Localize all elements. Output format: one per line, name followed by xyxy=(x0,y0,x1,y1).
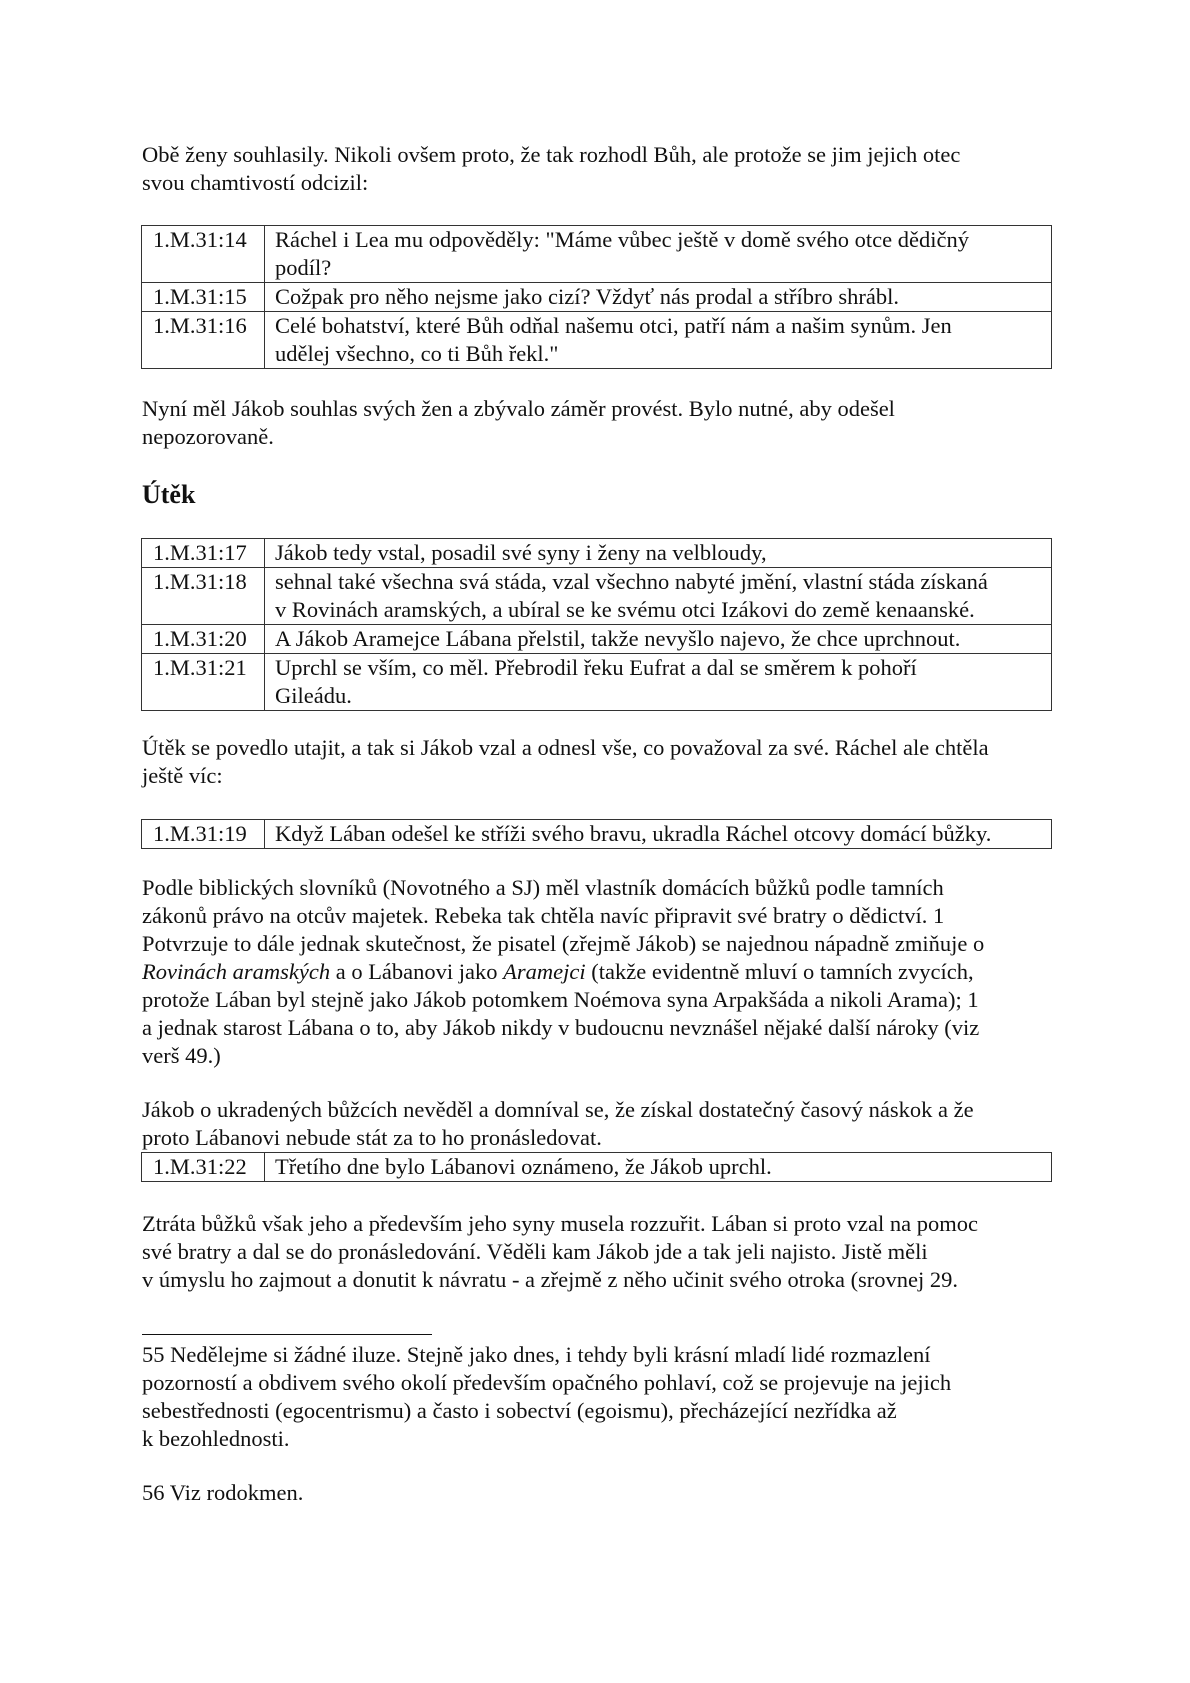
table-row xyxy=(142,283,1052,312)
verse-line: v Rovinách aramských, a ubíral se ke svému otci Izákovi do země kenaanské. xyxy=(275,597,975,622)
text-line: Útěk se povedlo utajit, a tak si Jákob vzal a odnesl vše, co považoval za své. Ráchel ale chtěla xyxy=(142,735,989,760)
verse-line: podíl? xyxy=(275,255,332,280)
text-line: k bezohlednosti. xyxy=(142,1426,290,1451)
text-line: 55 Nedělejme si žádné iluze. Stejně jako dnes, i tehdy byli krásní mladí lidé rozmazlení xyxy=(142,1342,931,1367)
verse-line: Když Lában odešel ke stříži svého bravu, ukradla Ráchel otcovy domácí bůžky. xyxy=(275,821,992,846)
verse-line: sehnal také všechna svá stáda, vzal všechno nabyté jmění, vlastní stáda získaná xyxy=(275,569,988,594)
verse-ref: 1.M.31:16 xyxy=(142,312,265,369)
section-heading: Útěk xyxy=(142,480,196,509)
table-row xyxy=(142,1153,1052,1182)
table-row xyxy=(142,820,1052,849)
text-line: protože Lában byl stejně jako Jákob potomkem Noémova syna Arpakšáda a nikoli Arama); 1 xyxy=(142,987,979,1012)
text-line: svou chamtivostí odcizil: xyxy=(142,170,369,195)
table-row xyxy=(142,654,1052,711)
paragraph-pursuit xyxy=(142,1210,1062,1294)
verse-text xyxy=(265,625,1052,654)
text-line: v úmyslu ho zajmout a donutit k návratu - a zřejmě z něho učinit svého otroka (srovnej 29. xyxy=(142,1267,959,1292)
paragraph-escape xyxy=(142,734,1062,790)
verse-ref: 1.M.31:20 xyxy=(142,625,265,654)
text-line: nepozorovaně. xyxy=(142,424,274,449)
table-row xyxy=(142,568,1052,625)
text-line: a jednak starost Lábana o to, aby Jákob nikdy v budoucnu nevznášel nějaké další nároky (viz xyxy=(142,1015,980,1040)
verse-text xyxy=(265,1153,1052,1182)
verse-text xyxy=(265,820,1052,849)
verse-text xyxy=(265,312,1052,369)
verse-line: Třetího dne bylo Lábanovi oznámeno, že Jákob uprchl. xyxy=(275,1154,772,1179)
text-fragment: (takže evidentně mluví o tamních zvycích, xyxy=(585,959,974,984)
verse-line: Celé bohatství, které Bůh odňal našemu otci, patří nám a našim synům. Jen xyxy=(275,313,952,338)
text-line: verš 49.) xyxy=(142,1043,221,1068)
paragraph-stolen-idols xyxy=(142,1096,1062,1152)
verse-ref: 1.M.31:22 xyxy=(142,1153,265,1182)
paragraph-intro xyxy=(142,141,1062,197)
text-line: sebestřednosti (egocentrismu) a často i sobectví (egoismu), přecházející nezřídka až xyxy=(142,1398,897,1423)
text-line: proto Lábanovi nebude stát za to ho pronásledovat. xyxy=(142,1125,602,1150)
verse-ref: 1.M.31:17 xyxy=(142,539,265,568)
text-line: ještě víc: xyxy=(142,763,223,788)
verse-ref: 1.M.31:19 xyxy=(142,820,265,849)
verse-ref: 1.M.31:18 xyxy=(142,568,265,625)
text-fragment: a o Lábanovi jako xyxy=(330,959,504,984)
verse-line: Cožpak pro něho nejsme jako cizí? Vždyť nás prodal a stříbro shrábl. xyxy=(275,284,900,309)
verse-table-2 xyxy=(141,538,1052,711)
footnote-56 xyxy=(142,1479,1062,1507)
paragraph-consent xyxy=(142,395,1062,451)
verse-line: A Jákob Aramejce Lábana přelstil, takže nevyšlo najevo, že chce uprchnout. xyxy=(275,626,961,651)
table-row xyxy=(142,539,1052,568)
text-line: Ztráta bůžků však jeho a především jeho syny musela rozzuřit. Lában si proto vzal na pomoc xyxy=(142,1211,978,1236)
verse-ref: 1.M.31:15 xyxy=(142,283,265,312)
verse-text xyxy=(265,568,1052,625)
verse-text xyxy=(265,226,1052,283)
table-row xyxy=(142,625,1052,654)
verse-line: Uprchl se vším, co měl. Přebrodil řeku Eufrat a dal se směrem k pohoří xyxy=(275,655,917,680)
text-line: Nyní měl Jákob souhlas svých žen a zbývalo záměr provést. Bylo nutné, aby odešel xyxy=(142,396,895,421)
text-line: Obě ženy souhlasily. Nikoli ovšem proto, že tak rozhodl Bůh, ale protože se jim jejich otec xyxy=(142,142,961,167)
italic-term: Rovinách aramských xyxy=(142,959,331,984)
footnote-55 xyxy=(142,1341,1062,1453)
text-line xyxy=(142,958,1062,986)
text-line: 56 Viz rodokmen. xyxy=(142,1480,304,1505)
text-line: pozorností a obdivem svého okolí především opačného pohlaví, což se projevuje na jejich xyxy=(142,1370,952,1395)
verse-line: udělej všechno, co ti Bůh řekl." xyxy=(275,341,559,366)
table-row xyxy=(142,226,1052,283)
verse-table-4 xyxy=(141,1152,1052,1182)
text-line: Potvrzuje to dále jednak skutečnost, že pisatel (zřejmě Jákob) se najednou nápadně zmiňuje o xyxy=(142,931,985,956)
text-line: své bratry a dal se do pronásledování. Věděli kam Jákob jde a tak jeli najisto. Jistě měli xyxy=(142,1239,928,1264)
verse-text xyxy=(265,654,1052,711)
text-line: Jákob o ukradených bůžcích nevěděl a domníval se, že získal dostatečný časový náskok a že xyxy=(142,1097,974,1122)
verse-line: Jákob tedy vstal, posadil své syny i ženy na velbloudy, xyxy=(275,540,767,565)
verse-line: Gileádu. xyxy=(275,683,352,708)
text-line: Podle biblických slovníků (Novotného a SJ) měl vlastník domácích bůžků podle tamních xyxy=(142,875,944,900)
verse-table-1 xyxy=(141,225,1052,369)
verse-ref: 1.M.31:21 xyxy=(142,654,265,711)
verse-line: Ráchel i Lea mu odpověděly: "Máme vůbec ještě v domě svého otce dědičný xyxy=(275,227,969,252)
italic-term: Aramejci xyxy=(503,959,586,984)
table-row xyxy=(142,312,1052,369)
verse-ref: 1.M.31:14 xyxy=(142,226,265,283)
footnote-separator xyxy=(142,1334,432,1335)
verse-table-3 xyxy=(141,819,1052,849)
paragraph-dictionaries xyxy=(142,874,1062,1070)
verse-text xyxy=(265,283,1052,312)
text-line: zákonů právo na otcův majetek. Rebeka tak chtěla navíc připravit své bratry o dědictví. 1 xyxy=(142,903,945,928)
verse-text xyxy=(265,539,1052,568)
